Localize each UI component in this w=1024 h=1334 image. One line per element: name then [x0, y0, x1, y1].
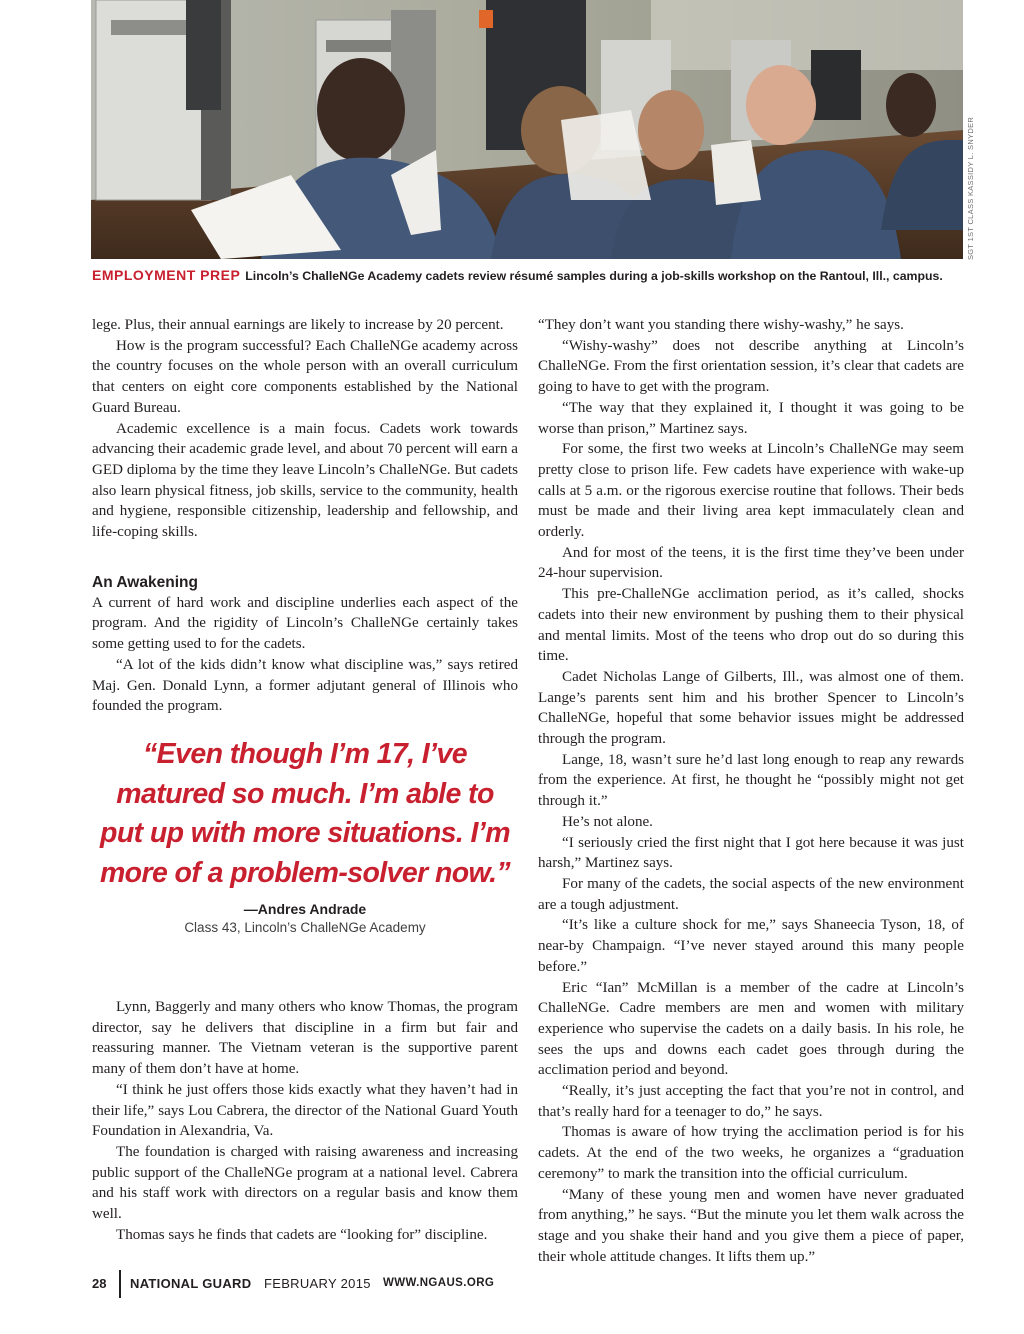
photo-credit-text: SGT 1ST CLASS KASSIDY L. SNYDER: [966, 116, 975, 260]
body-paragraph: A current of hard work and discipline underlies each aspect of the program. And the rigidity of Lincoln’s ChalleNGe certainly takes some getting used to for the cadets.: [92, 594, 518, 653]
pull-quote: [92, 735, 518, 935]
body-paragraph: “A lot of the kids didn’t know what discipline was,” says retired Maj. Gen. Donald Lynn, a former adjutant general of Illinois who founded the program.: [92, 656, 518, 715]
photo-illustration: [91, 0, 963, 259]
right-column: [538, 315, 964, 1267]
body-paragraph: “It’s like a culture shock for me,” says Shaneecia Tyson, 18, of near-by Champaign. “I’ve never stayed around this many people before.”: [538, 917, 964, 975]
caption-text: Lincoln’s ChalleNGe Academy cadets review résumé samples during a job-skills workshop on the Rantoul, Ill., campus.: [245, 269, 943, 283]
body-paragraph: Thomas is aware of how trying the acclimation period is for his cadets. At the end of the two weeks, he organizes a “graduation ceremony” to mark the transition into the official curriculum.: [538, 1124, 964, 1182]
body-paragraph: This pre-ChalleNGe acclimation period, as it’s called, shocks cadets into their new environment by pushing them to their physical and mental limits. Most of the teens who drop out do so during this time.: [538, 586, 964, 665]
body-paragraph: “They don’t want you standing there wishy-washy,” he says.: [538, 317, 904, 333]
photo-credit: [966, 116, 980, 260]
footer-divider: [119, 1270, 121, 1298]
body-paragraph: “I seriously cried the first night that I got here because it was just harsh,” Martinez says.: [538, 834, 964, 872]
body-paragraph: “I think he just offers those kids exactly what they haven’t had in their life,” says Lou Cabrera, the director of the National Guard Youth Foundation in Alexandria, Va.: [92, 1081, 518, 1140]
body-paragraph: Thomas says he finds that cadets are “looking for” discipline.: [116, 1226, 488, 1243]
body-paragraph: Cadet Nicholas Lange of Gilberts, Ill., was almost one of them. Lange’s parents sent him and his brother Spencer to Lincoln’s ChalleNGe, hopeful that some behavior issues might be addressed through the program.: [538, 668, 964, 748]
page-number: 28: [92, 1276, 107, 1291]
body-paragraph: He’s not alone.: [562, 813, 653, 830]
left-column-top: [92, 315, 518, 717]
body-paragraph: “The way that they explained it, I thought it was going to be worse than prison,” Martinez says.: [538, 399, 964, 437]
section-subhead: An Awakening: [92, 573, 198, 591]
photo-computer-lab: [91, 0, 963, 259]
pull-quote-affiliation: Class 43, Lincoln’s ChalleNGe Academy: [184, 920, 426, 935]
body-paragraph: The foundation is charged with raising awareness and increasing public support of the ChalleNGe program at a national level. Cabrera and his staff work with directors on a regular basis and know them well.: [92, 1143, 518, 1223]
issue-date: FEBRUARY 2015: [264, 1276, 371, 1291]
body-paragraph: Eric “Ian” McMillan is a member of the cadre at Lincoln’s ChalleNGe. Cadre members are men and women with military experience who supervise the cadets on a daily basis. In his role, he sees the ups and downs each cadet goes through during the acclimation period and beyond.: [538, 979, 964, 1079]
website-link[interactable]: WWW.NGAUS.ORG: [383, 1277, 495, 1289]
body-paragraph: Lange, 18, wasn’t sure he’d last long enough to reap any rewards from the experience. At first, he thought he “possibly might not get through it.”: [538, 751, 964, 810]
pull-quote-text: “Even though I’m 17, I’ve matured so much. I’m able to put up with more situations. I’m more of a problem-solver now.”: [99, 738, 511, 889]
body-paragraph: For many of the cadets, the social aspects of the new environment are a tough adjustment.: [538, 875, 964, 913]
magazine-name: NATIONAL GUARD: [130, 1276, 252, 1291]
body-paragraph: “Many of these young men and women have never graduated from anything,” he says. “But the minute you let them walk across the stage and you shake their hand and you give them a piece of paper, their whole attitude changes. It lifts them up.”: [538, 1186, 964, 1265]
body-paragraph: lege. Plus, their annual earnings are likely to increase by 20 percent.: [92, 317, 504, 333]
body-paragraph: “Wishy-washy” does not describe anything at Lincoln’s ChalleNGe. From the first orientation session, it’s clear that cadets are going to have to get with the program.: [538, 337, 964, 396]
body-paragraph: How is the program successful? Each ChalleNGe academy across the country focuses on the whole person with an overall curriculum that centers on eight core components established by the National Guard Bureau.: [92, 337, 518, 416]
left-column-bottom: [92, 997, 518, 1245]
body-paragraph: “Really, it’s just accepting the fact that you’re not in control, and that’s really hard for a teenager to do,” he says.: [538, 1083, 964, 1120]
body-paragraph: And for most of the teens, it is the first time they’ve been under 24-hour supervision.: [538, 544, 964, 582]
pull-quote-author: —Andres Andrade: [243, 901, 367, 917]
body-paragraph: Lynn, Baggerly and many others who know Thomas, the program director, say he delivers that discipline in a firm but fair and reassuring manner. The Vietnam veteran is the supportive parent many of them don’t have at home.: [92, 999, 518, 1078]
body-paragraph: For some, the first two weeks at Lincoln’s ChalleNGe may seem pretty close to prison life. Few cadets have experience with wake-up calls at 5 a.m. or the rigorous exercise routine that follows. Their beds must be made and their living area kept immaculately clean and orderly.: [538, 441, 964, 541]
body-paragraph: Academic excellence is a main focus. Cadets work towards advancing their academic grade level, and about 70 percent will earn a GED diploma by the time they leave Lincoln’s ChalleNGe. But cadets also learn physical fitness, job skills, service to the community, health and hygiene, responsible citizenship, leadership and fellowship, and life-coping skills.: [92, 420, 518, 541]
caption-tag: EMPLOYMENT PREP: [92, 267, 241, 283]
photo-caption: [92, 267, 972, 283]
